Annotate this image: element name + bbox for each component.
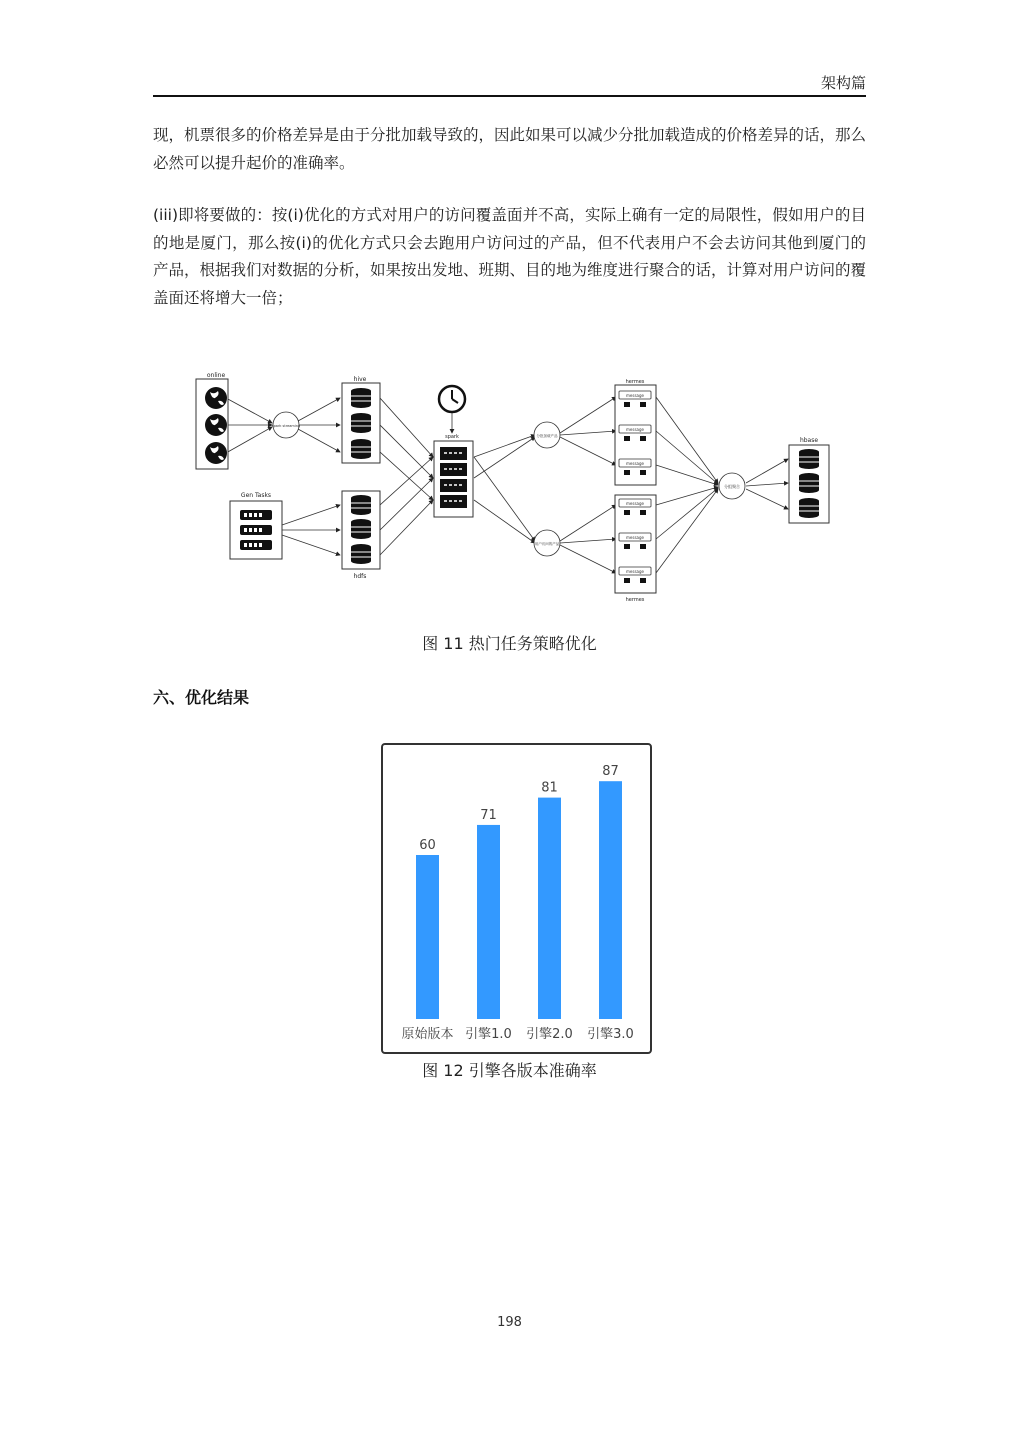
- category-label: 原始版本: [401, 1027, 454, 1042]
- database-icon: [351, 388, 371, 408]
- edges: [226, 397, 788, 573]
- database-icon: [799, 449, 819, 469]
- hbase-label: hbase: [799, 437, 819, 444]
- server-icon: [240, 525, 272, 535]
- hermes-bottom-label: hermes: [625, 597, 645, 603]
- bar: [416, 855, 439, 1019]
- figure-11-caption: 图 11 热门任务策略优化: [422, 634, 597, 653]
- database-icon: [351, 519, 371, 539]
- hdfs-label: hdfs: [353, 573, 367, 580]
- message-label: message: [626, 393, 644, 398]
- globe-icon: [205, 414, 227, 436]
- category-label: 引擎3.0: [587, 1027, 634, 1042]
- category-label: 引擎2.0: [526, 1027, 573, 1042]
- server-icon: [240, 510, 272, 520]
- hermes-top-label: hermes: [625, 379, 645, 385]
- bar-value-label: 71: [480, 807, 497, 823]
- paragraph: (iii)即将要做的：按(i)优化的方式对用户的访问覆盖面并不高，实际上确有一定的局限性，假如用户的目的地是厦门，那么按(i)的优化方式只会去跑用户访问过的产品，但不代表用户不会去访问其他到厦门的产品，根据我们对数据的分析，如果按出发地、班期、目的地为维度进行聚合的话，计算对用户访问的覆盖面还将增大一倍；: [153, 206, 867, 307]
- spark-streaming-label: spark streaming: [271, 424, 301, 428]
- database-icon: [351, 439, 371, 459]
- message-label: message: [626, 461, 644, 466]
- message-label: message: [626, 535, 644, 540]
- database-icon: [351, 413, 371, 433]
- database-icon: [351, 495, 371, 515]
- category-label: 引擎1.0: [465, 1027, 512, 1042]
- bar: [538, 798, 561, 1019]
- chart-frame: [381, 743, 652, 1054]
- bar-value-label: 81: [541, 780, 558, 796]
- page-number: 198: [497, 1315, 522, 1330]
- database-icon: [351, 544, 371, 564]
- globe-icon: [205, 387, 227, 409]
- paragraph: 现，机票很多的价格差异是由于分批加载导致的，因此如果可以减少分批加载造成的价格差异的话，那么必然可以提升起价的准确率。: [153, 126, 867, 172]
- message-label: message: [626, 501, 644, 506]
- bar: [477, 825, 500, 1019]
- database-icon: [799, 498, 819, 518]
- accuracy-bar-chart: [383, 745, 650, 1052]
- bar-value-label: 60: [419, 838, 436, 853]
- spark-label: spark: [445, 434, 459, 440]
- gentasks-label: Gen Tasks: [240, 492, 272, 499]
- section-heading: 六、优化结果: [153, 688, 250, 707]
- online-label: online: [206, 372, 226, 379]
- hive-label: hive: [353, 376, 367, 383]
- header-rule: [153, 95, 866, 97]
- group-aggregate-label: 分组聚合: [724, 484, 740, 489]
- hermes-top-box: [615, 385, 656, 485]
- architecture-diagram: [190, 365, 840, 605]
- user-visited-product-label: 用户访问的产品: [534, 542, 560, 546]
- database-icon: [799, 473, 819, 493]
- bar: [599, 781, 622, 1019]
- server-icon: [240, 540, 272, 550]
- bar-value-label: 87: [602, 764, 619, 780]
- clock-icon: [439, 386, 465, 412]
- hermes-bottom-box: [615, 495, 656, 593]
- globe-icon: [205, 442, 227, 464]
- figure-12-caption: 图 12 引擎各版本准确率: [422, 1061, 597, 1080]
- batch-load-product-label: 分批加载产品: [536, 434, 558, 438]
- page-header-title: 架构篇: [820, 74, 866, 92]
- message-label: message: [626, 569, 644, 574]
- message-label: message: [626, 427, 644, 432]
